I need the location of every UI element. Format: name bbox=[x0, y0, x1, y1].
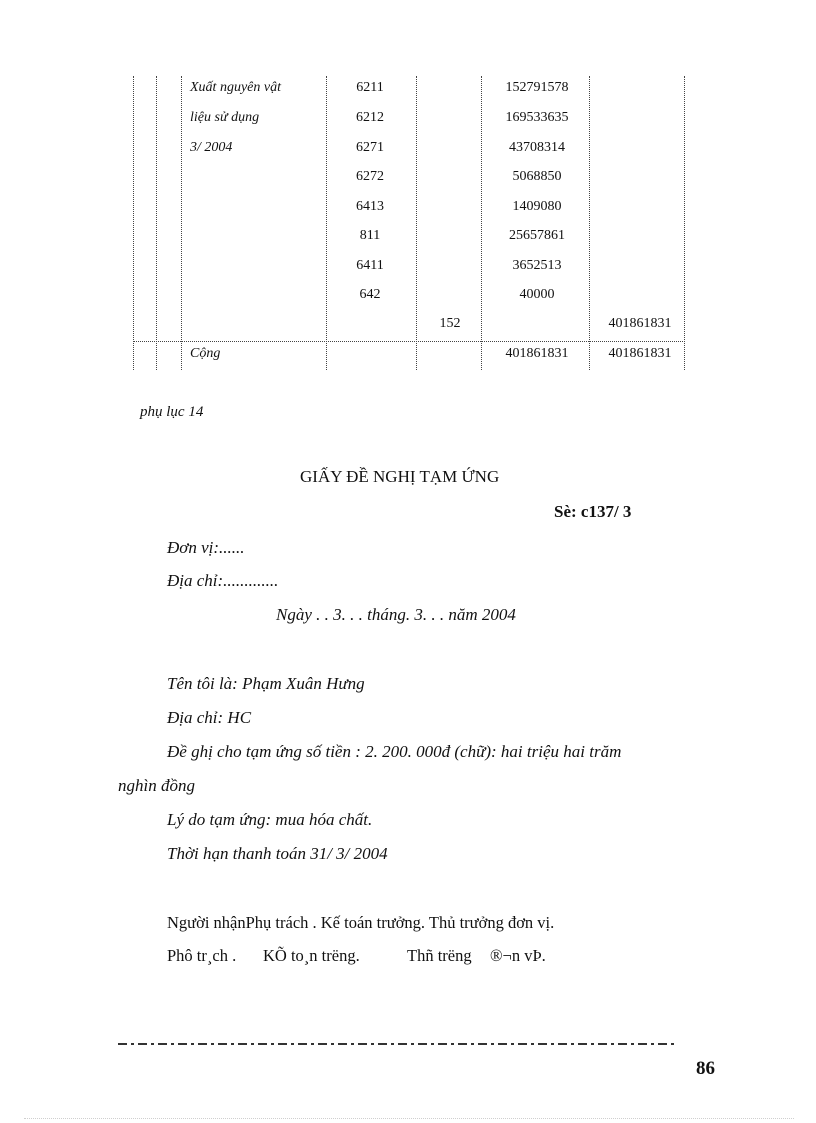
debit-account: 811 bbox=[359, 228, 381, 243]
request-amount-words: nghìn đồng bbox=[118, 776, 195, 795]
debit-amount: 43708314 bbox=[509, 140, 565, 155]
debit-amount: 1409080 bbox=[512, 199, 562, 214]
debit-amount: 3652513 bbox=[512, 258, 562, 273]
address-field: Địa chỉ:............. bbox=[167, 571, 279, 590]
debit-amount: 5068850 bbox=[512, 169, 562, 184]
appendix-label: phụ lục 14 bbox=[140, 404, 204, 420]
table-border bbox=[156, 76, 157, 370]
total-debit: 401861831 bbox=[505, 346, 569, 361]
applicant-address: Địa chỉ: HC bbox=[167, 708, 252, 727]
description-line: 3/ 2004 bbox=[190, 140, 233, 155]
footer-rule bbox=[118, 1043, 678, 1045]
debit-amount: 169533635 bbox=[505, 110, 569, 125]
payment-deadline: Thời hạn thanh toán 31/ 3/ 2004 bbox=[167, 844, 388, 863]
page-edge bbox=[24, 1118, 794, 1119]
table-border bbox=[181, 76, 182, 370]
signature-garbled-2: KÕ to¸n trëng. bbox=[263, 946, 360, 965]
debit-account: 6271 bbox=[356, 140, 384, 155]
total-credit: 401861831 bbox=[608, 346, 672, 361]
table-border bbox=[481, 76, 482, 370]
debit-account: 6272 bbox=[356, 169, 384, 184]
description-line: Xuất nguyên vật bbox=[190, 80, 281, 95]
table-border bbox=[133, 341, 685, 342]
signature-garbled-1: Phô tr¸ch . bbox=[167, 946, 237, 965]
description-line: liệu sử dụng bbox=[190, 110, 260, 125]
debit-account: 6211 bbox=[356, 80, 384, 95]
debit-account: 6212 bbox=[356, 110, 384, 125]
signature-titles: Người nhậnPhụ trách . Kế toán trưởng. Thủ trưởng đơn vị. bbox=[167, 913, 555, 932]
form-number: Sè: c137/ 3 bbox=[554, 502, 632, 521]
unit-field: Đơn vị:...... bbox=[167, 538, 245, 557]
form-title: GIẤY ĐỀ NGHỊ TẠM ỨNG bbox=[300, 467, 500, 486]
page-number: 86 bbox=[696, 1058, 715, 1079]
advance-reason: Lý do tạm ứng: mua hóa chất. bbox=[167, 810, 373, 829]
table-border bbox=[416, 76, 417, 370]
credit-amount: 401861831 bbox=[608, 316, 672, 331]
table-border bbox=[589, 76, 590, 370]
debit-account: 6411 bbox=[356, 258, 384, 273]
signature-garbled-4: ®¬n vÞ. bbox=[490, 946, 546, 965]
table-border bbox=[133, 76, 134, 370]
applicant-name: Tên tôi là: Phạm Xuân Hưng bbox=[167, 674, 365, 693]
total-label: Cộng bbox=[190, 346, 221, 361]
debit-amount: 40000 bbox=[519, 287, 555, 302]
debit-amount: 152791578 bbox=[505, 80, 569, 95]
signature-garbled-3: Thñ trëng bbox=[407, 946, 472, 965]
request-amount: Đề ghị cho tạm ứng số tiền : 2. 200. 000đ (chữ): hai triệu hai trăm bbox=[167, 742, 622, 761]
credit-account: 152 bbox=[439, 316, 461, 331]
debit-amount: 25657861 bbox=[509, 228, 565, 243]
form-date: Ngày . . 3. . . tháng. 3. . . năm 2004 bbox=[276, 605, 516, 624]
debit-account: 6413 bbox=[356, 199, 384, 214]
debit-account: 642 bbox=[359, 287, 381, 302]
ledger-table bbox=[133, 76, 685, 370]
table-border bbox=[326, 76, 327, 370]
